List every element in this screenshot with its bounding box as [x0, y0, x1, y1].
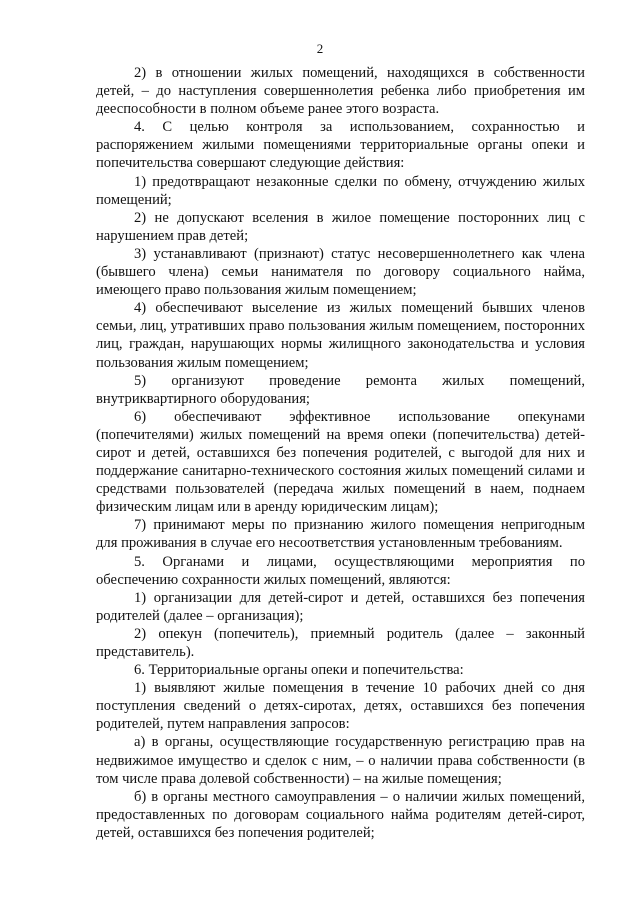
paragraph: 6. Территориальные органы опеки и попечительства: — [134, 662, 464, 679]
paragraph: 2) не допускают вселения в жилое помещение посторонних лиц с нарушением прав детей; — [96, 209, 585, 244]
paragraph: б) в органы местного самоуправления – о наличии жилых помещений, предоставленных по договорам социального найма родителям детей-сирот, детей, оставшихся без попечения родителей; — [96, 788, 585, 841]
paragraph: 5) организуют проведение ремонта жилых помещений, внутриквартирного оборудования; — [96, 372, 585, 407]
paragraph: 6) обеспечивают эффективное использование опекунами (попечителями) жилых помещений на время опеки (попечительства) детей-сирот и детей, оставшихся без попечения родителей, с выгодой для них и поддержание санитарно-технического состояния жилых помещений силами и средствами пользователей (передача жилых помещений в наем, поднаем физическим лицам или в аренду юридическим лицам); — [96, 408, 585, 516]
paragraph: 7) принимают меры по признанию жилого помещения непригодным для проживания в случае его несоответствия установленным требованиям. — [96, 517, 585, 552]
paragraph: 1) организации для детей-сирот и детей, оставшихся без попечения родителей (далее – организация); — [96, 589, 585, 624]
paragraph: 3) устанавливают (признают) статус несовершеннолетнего как члена (бывшего члена) семьи нанимателя по договору социального найма, имеющего право пользования жилым помещением; — [96, 245, 585, 299]
paragraph: 5. Органами и лицами, осуществляющими мероприятия по обеспечению сохранности жилых помещений, являются: — [96, 553, 585, 588]
paragraph: 2) опекун (попечитель), приемный родитель (далее – законный представитель). — [96, 625, 585, 660]
page-number: 2 — [316, 41, 324, 56]
paragraph: 4. С целью контроля за использованием, сохранностью и распоряжением жилыми помещениями территориальные органы опеки и попечительства совершают следующие действия: — [96, 119, 585, 172]
document-body — [96, 64, 585, 842]
paragraph: 1) предотвращают незаконные сделки по обмену, отчуждению жилых помещений; — [96, 173, 585, 208]
paragraph: а) в органы, осуществляющие государственную регистрацию прав на недвижимое имущество и сделок с ним, – о наличии права собственности (в том числе права долевой собственности) – на жилые помещения; — [96, 734, 585, 787]
paragraph: 4) обеспечивают выселение из жилых помещений бывших членов семьи, лиц, утративших право пользования жилым помещением, посторонних лиц, граждан, нарушающих нормы жилищного законодательства и условия пользования жилым помещением; — [96, 300, 585, 371]
paragraph: 2) в отношении жилых помещений, находящихся в собственности детей, – до наступления совершеннолетия ребенка либо приобретения им дееспособности в полном объеме ранее этого возраста. — [96, 65, 585, 118]
paragraph: 1) выявляют жилые помещения в течение 10 рабочих дней со дня поступления сведений о детях-сиротах, детях, оставшихся без попечения родителей, путем направления запросов: — [96, 680, 585, 733]
